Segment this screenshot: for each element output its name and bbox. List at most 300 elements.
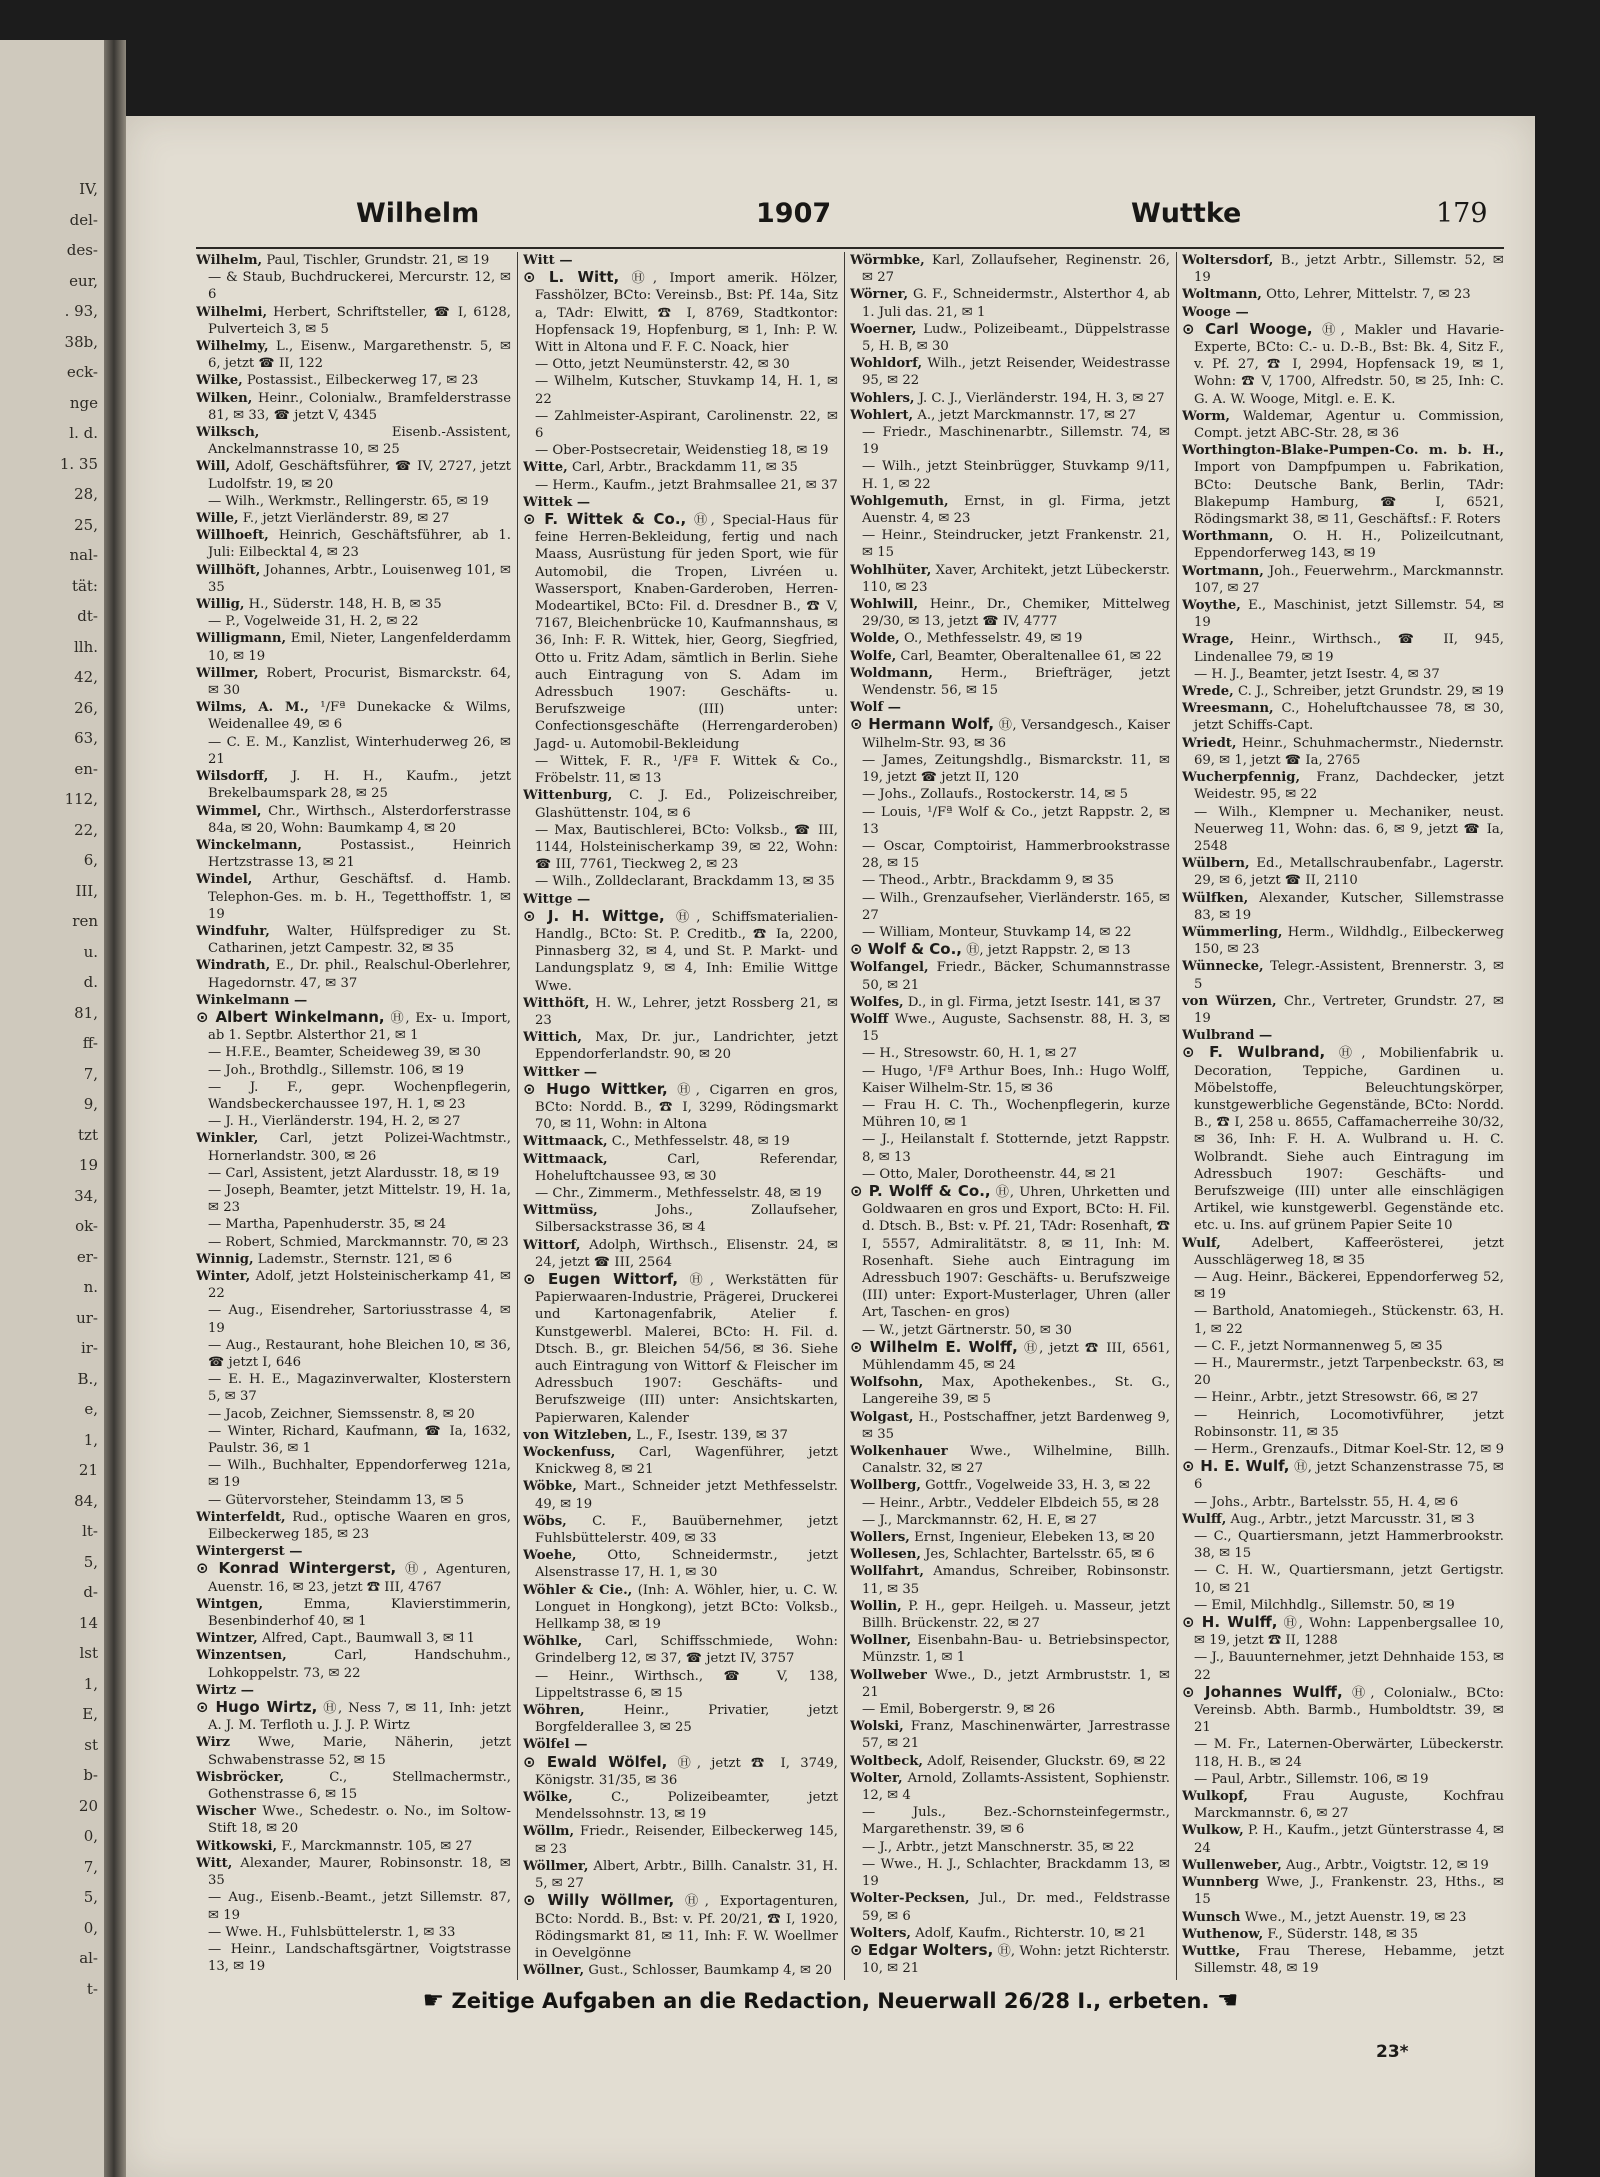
entry-name: Wohlers, [850,390,915,406]
entry-text: Herm., Briefträger, jetzt Wendenstr. 56, ✉ 15 [862,665,1170,699]
entry-text: Postassist., Heinrich Hertzstrasse 13, ✉ 21 [208,837,511,871]
directory-entry [523,1151,838,1185]
directory-entry [196,613,511,630]
entry-name: Witthöft, [523,995,590,1011]
directory-entry [196,768,511,802]
entry-text: — Otto, jetzt Neumünsterstr. 42, ✉ 30 [535,357,790,373]
margin-fragment: l. d. [69,424,98,442]
entry-name: Woldmann, [850,665,934,681]
entry-name: Woythe, [1182,598,1241,614]
directory-entry [850,1045,1170,1062]
entry-name: Woltbeck, [850,1753,924,1769]
entry-text: Postassist., Eilbeckerweg 17, ✉ 23 [246,373,479,389]
entry-name: Wöbke, [523,1479,577,1495]
directory-entry [850,786,1170,803]
entry-text: C., Methfesselstr. 48, ✉ 19 [611,1134,790,1150]
entry-name: Wöhler & Cie., [523,1582,633,1598]
entry-name: Wrage, [1182,632,1234,648]
entry-text: Wwe., M., jetzt Auenstr. 19, ✉ 23 [1244,1909,1467,1925]
entry-name: Wollfahrt, [850,1564,924,1580]
directory-entry [1182,286,1504,303]
entry-text: C. J., Schreiber, jetzt Grundstr. 29, ✉ 19 [1237,684,1504,700]
directory-entry [850,1770,1170,1804]
entry-text: — Emil, Milchhdlg., Sillemstr. 50, ✉ 19 [1194,1597,1455,1613]
footer-notice [126,1986,1535,2014]
entry-name: Wintzer, [196,1631,258,1647]
margin-fragment: ren [72,912,98,930]
entry-text: Friedr., Reisender, Eilbeckerweg 145, ✉ 23 [535,1824,838,1857]
entry-text: — Winter, Richard, Kaufmann, ☎ Ia, 1632, Paulstr. 36, ✉ 1 [208,1423,511,1457]
directory-entry [523,873,838,890]
entry-name: Wullenweber, [1182,1857,1282,1873]
margin-fragment: b- [83,1766,98,1784]
directory-entry [1182,1355,1504,1389]
directory-entry [196,1924,511,1941]
margin-fragment: 112, [64,790,98,808]
entry-text: O. H. H., Polizeilcutnant, Eppendorferweg 143, ✉ 19 [1194,529,1504,562]
entry-name: Windrath, [196,958,271,974]
entry-text: Eisenb.-Assistent, Anckelmannstrasse 10, ✉ 25 [208,425,511,458]
directory-entry [196,734,511,768]
entry-text: — J., Arbtr., jetzt Manschnerstr. 35, ✉ 22 [862,1839,1135,1855]
entry-text: — Wilh., Werkmstr., Rellingerstr. 65, ✉ 19 [208,493,489,509]
directory-entry [523,1478,838,1512]
margin-fragment: eck- [66,363,98,381]
margin-fragment: 14 [78,1613,98,1632]
firm-name: ⊙ F. Wittek & Co., [523,510,687,529]
margin-fragment: 1, [83,1674,98,1693]
entry-text: Herbert, Schriftsteller, ☎ I, 6128, Pulverteich 3, ✉ 5 [208,304,511,337]
directory-entry [523,1823,838,1857]
entry-text: — Wilh., Zolldeclarant, Brackdamm 13, ✉ 35 [535,874,835,890]
firm-name: ⊙ L. Witt, [523,268,620,287]
directory-entry [850,1166,1170,1183]
entry-text: D., in gl. Firma, jetzt Isestr. 141, ✉ 37 [907,994,1162,1010]
previous-page-edge [0,40,104,2177]
entry-name: Wöhlke, [523,1634,583,1650]
firm-name: ⊙ Hugo Wirtz, [196,1698,318,1717]
directory-entry [1182,666,1504,683]
entry-name: Wolter, [850,1770,903,1786]
entry-name: Wulf, [1182,1235,1221,1251]
entry-text: H., Postschaffner, jetzt Bardenweg 9, ✉ 35 [862,1409,1170,1442]
firm-entry [850,716,1170,751]
column-3 [850,252,1170,1977]
entry-text: Amandus, Schreiber, Robinsonstr. 11, ✉ 35 [862,1564,1170,1597]
entry-text: (Inh: A. Wöhler, hier, u. C. W. Longuet in Hongkong), jetzt BCto: Volksb., Hellkamp 38, ✉ 19 [535,1582,838,1633]
directory-entry [850,1839,1170,1856]
entry-name: Wülbern, [1182,856,1250,872]
entry-text: — Wilhelm, Kutscher, Stuvkamp 14, H. 1, ✉ 22 [535,374,838,407]
directory-entry [850,1097,1170,1131]
margin-fragment: e, [84,1400,98,1418]
margin-fragment: 6, [83,851,98,869]
directory-entry [850,1011,1170,1045]
entry-text: Franz, Dachdecker, jetzt Weidestr. 95, ✉ 22 [1194,770,1504,803]
margin-fragment: III, [75,881,98,900]
entry-text: Otto, Schneidermstr., jetzt Alsenstrasse 17, H. 1, ✉ 30 [535,1548,838,1581]
directory-entry [850,527,1170,561]
entry-text: — Paul, Arbtr., Sillemstr. 106, ✉ 19 [1194,1771,1429,1787]
entry-text: F., Marckmannstr. 105, ✉ 27 [281,1838,473,1854]
directory-entry [196,1371,511,1405]
section-heading: Winkelmann — [196,992,308,1008]
directory-entry [196,1975,511,1977]
entry-name: Wolde, [850,631,900,647]
entry-text: Adolf, jetzt Holsteinischerkamp 41, ✉ 22 [208,1268,511,1302]
entry-text: — Max, Bautischlerei, BCto: Volksb., ☎ III, 1144, Holsteinischerkamp 39, ✉ 22, Wohn: ☎ III, 7761, Tieckweg 2, ✉ 23 [535,822,838,873]
entry-name: Woerner, [850,321,917,337]
entry-name: Wöllm, [523,1824,575,1840]
column-1 [196,252,511,1977]
margin-fragment: del- [69,210,98,229]
entry-text: Heinr., Colonialw., Bramfelderstrasse 81, ✉ 33, ☎ jetzt V, 4345 [208,390,511,423]
directory-entry [850,1804,1170,1838]
entry-name: Woehe, [523,1548,577,1564]
directory-entry [1182,1926,1504,1943]
directory-entry [196,1337,511,1371]
entry-text: — E. H. E., Magazinverwalter, Klosterstern 5, ✉ 37 [208,1372,511,1405]
entry-name: Wollweber [850,1667,927,1683]
entry-text: Emma, Klavierstimmerin, Besenbinderhof 40, ✉ 1 [208,1596,511,1630]
directory-entry [850,752,1170,786]
entry-text: — Emil, Bobergerstr. 9, ✉ 26 [862,1702,1056,1718]
entry-name: Wirz [196,1735,231,1751]
footer-text: Zeitige Aufgaben an die Redaction, Neuerwall 26/28 I., erbeten. [451,1989,1210,2013]
directory-entry [850,630,1170,647]
entry-text: Arthur, Geschäftsf. d. Hamb. Telephon-Ges. m. b. H., Tegetthoffstr. 1, ✉ 19 [208,872,511,922]
entry-text: — Johs., Arbtr., Bartelsstr. 55, H. 4, ✉ 6 [1194,1494,1459,1510]
directory-entry [850,1925,1170,1942]
margin-fragment: nal- [69,546,98,564]
margin-fragment: ir- [80,1339,98,1357]
entry-name: Wohlgemuth, [850,493,949,509]
entry-name: Willmer, [196,665,259,681]
firm-name: ⊙ Konrad Wintergerst, [196,1559,397,1578]
entry-text: — William, Monteur, Stuvkamp 14, ✉ 22 [862,924,1132,940]
margin-fragment: 34, [74,1186,98,1205]
directory-entry [850,390,1170,407]
margin-fragment: 1, [83,1430,98,1449]
firm-name: ⊙ Johannes Wulff, [1182,1682,1343,1701]
entry-text: Wwe., Schedestr. o. No., im Soltow-Stift 18, ✉ 20 [208,1804,511,1837]
firm-entry [1182,1458,1504,1493]
entry-name: Witte, [523,460,568,476]
directory-entry [850,1409,1170,1443]
entry-text: Ⓗ, Wohn: jetzt Richterstr. 10, ✉ 21 [862,1943,1170,1977]
entry-text: — J., Marckmannstr. 62, H. E, ✉ 27 [862,1512,1098,1528]
entry-text: Mart., Schneider jetzt Methfesselstr. 49, ✉ 19 [535,1479,838,1512]
margin-fragment: ff- [82,1034,98,1052]
entry-text: — Aug., Restaurant, hohe Bleichen 10, ✉ 36, ☎ jetzt I, 646 [208,1337,511,1370]
entry-text: — Heinrich, Locomotivführer, jetzt Robinsonstr. 11, ✉ 35 [1194,1407,1504,1440]
directory-entry [196,837,511,871]
directory-entry [523,1702,838,1736]
entry-text: Adolf, Kaufm., Richterstr. 10, ✉ 21 [915,1925,1147,1941]
margin-fragment: en- [74,759,98,778]
firm-name: ⊙ Hugo Wittker, [523,1079,668,1098]
entry-name: Witkowski, [196,1838,278,1854]
directory-entry [196,1079,511,1113]
entry-text: Carl, jetzt Polizei-Wachtmstr., Hornerlandstr. 300, ✉ 26 [208,1131,511,1164]
entry-name: Wunnberg [1182,1875,1259,1891]
directory-entry [850,1131,1170,1165]
entry-text: Ⓗ, Makler und Havarie-Experte, BCto: C.- u. D.-B., Bst: Bk. 4, Sitz F., v. Pf. 27, ☎ I, 2994, Hopfensack 19, ✉ 1, Wohn: ☎ V, 1700, Alfredstr. 50, ✉ 25, Inh: C. G. A. W. Wooge, Mitgl. e. E. K. [1194,322,1504,407]
entry-text: Heinr., Dr., Chemiker, Mittelweg 29/30, ✉ 13, jetzt ☎ IV, 4777 [862,597,1170,630]
entry-text: Ⓗ, Werkstätten für Papierwaaren-Industrie, Prägerei, Druckerei und Kartonagenfabrik, Atelier f. Kunstgewerbl. Malerei, BCto: H. Fil. d. Dtsch. B., gr. Bleichen 54/56, ✉ 36. Siehe auch Eintragung von Wittorf & Fleischer im Adressbuch 1907: Geschäfts- und Berufszweige (III) unter: Ansichtskarten, Papierwaren, Kalender [535,1272,838,1426]
entry-text: H., Süderstr. 148, H. B, ✉ 35 [248,597,442,613]
entry-name: Wilhelm, [196,253,263,268]
margin-fragment: 26, [74,698,98,717]
entry-text: Wwe., Auguste, Sachsenstr. 88, H. 3, ✉ 15 [862,1011,1170,1045]
entry-name: Wittorf, [523,1237,581,1253]
margin-fragment: 21 [78,1461,98,1479]
header-right-word: Wuttke [1131,198,1242,229]
margin-fragment: 5, [83,1888,98,1906]
directory-entry [196,1406,511,1423]
entry-name: Willhoeft, [196,528,269,544]
entry-text: Aug., Arbtr., jetzt Marcusstr. 31, ✉ 3 [1230,1511,1475,1527]
directory-entry [1182,1407,1504,1441]
section-heading: Wooge — [1182,304,1249,320]
margin-fragment: 19 [78,1156,98,1174]
directory-entry [196,871,511,923]
directory-entry [1182,735,1504,769]
directory-entry [196,527,511,561]
entry-name: Wockenfuss, [523,1445,616,1461]
entry-name: Wohldorf, [850,356,923,372]
directory-entry [850,1529,1170,1546]
margin-fragment: tät: [71,576,98,595]
directory-entry [196,1251,511,1268]
entry-text: Franz, Maschinenwärter, Jarrestrasse 57, ✉ 21 [862,1719,1170,1752]
directory-entry [196,1182,511,1216]
header-left-word: Wilhelm [356,198,480,229]
entry-name: Wolkenhauer [850,1444,948,1460]
directory-entry [196,665,511,699]
directory-entry [1182,563,1504,597]
margin-fragment: . 93, [64,302,98,320]
directory-entry [196,1165,511,1182]
margin-fragment: 0, [83,1918,98,1937]
firm-entry [1182,1614,1504,1649]
directory-entry [196,424,511,458]
entry-name: Wollner, [850,1633,912,1649]
entry-text: J. C. J., Vierländerstr. 194, H. 3, ✉ 27 [918,390,1165,406]
entry-text: Frau Therese, Hebamme, jetzt Sillemstr. 48, ✉ 19 [1194,1943,1504,1977]
entry-text: Import von Dampfpumpen u. Fabrikation, BCto: Deutsche Bank, Berlin, TAdr: Blakepump Hamburg, ☎ I, 6521, Rödingsmarkt 38, ✉ 11, Geschäftsf.: F. Roters [1194,460,1504,528]
directory-entry [196,458,511,492]
directory-entry [196,390,511,424]
firm-entry [196,1560,511,1595]
directory-entry [196,1130,511,1164]
margin-fragment: 7, [83,1064,98,1083]
firm-name: ⊙ Eugen Wittorf, [523,1269,679,1288]
entry-text: Heinr., Schuhmachermstr., Niedernstr. 69, ✉ 1, jetzt ☎ Ia, 2765 [1194,735,1504,768]
margin-fragment: lt- [82,1522,98,1540]
entry-text: C., Polizeibeamter, jetzt Mendelssohnstr. 13, ✉ 19 [535,1790,838,1823]
entry-name: Wöllner, [523,1963,585,1977]
directory-entry [1182,993,1504,1027]
entry-text: Carl, Beamter, Oberaltenallee 61, ✉ 22 [900,648,1162,664]
directory-entry [196,1113,511,1130]
section-heading: Witt — [523,253,573,268]
firm-entry [196,1699,511,1734]
section-heading: Wölfel — [523,1737,588,1753]
directory-entry [196,1492,511,1509]
margin-fragment: 20 [78,1796,98,1815]
entry-name: Wunsch [1182,1909,1241,1925]
entry-text: — H., Maurermstr., jetzt Tarpenbeckstr. 63, ✉ 20 [1194,1356,1504,1389]
entry-text: — Otto, Maler, Dorotheenstr. 44, ✉ 21 [862,1166,1117,1182]
section-heading: Wittek — [523,494,591,510]
entry-name: Wolter-Pecksen, [850,1891,970,1907]
directory-entry [523,1427,838,1444]
directory-entry [196,372,511,389]
entry-text: F., Süderstr. 148, ✉ 35 [1267,1926,1419,1942]
entry-text: G. F., Schneidermstr., Alsterthor 4, ab 1. Juli das. 21, ✉ 1 [862,287,1170,320]
directory-entry [523,408,838,442]
margin-fragment: ok- [75,1217,98,1235]
margin-fragment: tzt [78,1125,98,1144]
entry-text: Adolf, Geschäftsführer, ☎ IV, 2727, jetzt Ludolfstr. 19, ✉ 20 [208,459,511,492]
entry-name: Wilksch, [196,425,260,441]
entry-name: Wulkow, [1182,1823,1244,1839]
directory-entry [850,838,1170,872]
directory-entry [1182,597,1504,631]
entry-text: — H., Stresowstr. 60, H. 1, ✉ 27 [862,1046,1078,1062]
directory-entry [523,373,838,407]
entry-text: Carl, Schiffsschmiede, Wohn: Grindelberg 12, ✉ 37, ☎ jetzt IV, 3757 [535,1634,838,1667]
directory-entry [523,1133,838,1150]
entry-text: — J., Heilanstalt f. Stotternde, jetzt Rappstr. 8, ✉ 13 [862,1132,1170,1165]
entry-text: — P., Vogelweide 31, H. 2, ✉ 22 [208,614,419,630]
margin-fragment: er- [76,1247,98,1266]
margin-fragment: llh. [73,637,98,656]
entry-text: Alexander, Maurer, Robinsonstr. 18, ✉ 35 [208,1855,511,1889]
entry-text: Robert, Procurist, Bismarckstr. 64, ✉ 30 [208,665,511,699]
entry-text: Johannes, Arbtr., Louisenweg 101, ✉ 35 [208,562,511,595]
margin-fragment: des- [66,241,98,259]
entry-name: von Witzleben, [523,1427,632,1443]
entry-text: — J., Bauunternehmer, jetzt Dehnhaide 153, ✉ 22 [1194,1650,1504,1683]
header-rule [196,247,1504,249]
entry-text: Max, Apothekenbes., St. G., Langereihe 39, ✉ 5 [862,1375,1170,1408]
directory-entry [1182,252,1504,286]
directory-entry [1182,683,1504,700]
entry-text: Joh., Feuerwehrm., Marckmannstr. 107, ✉ 27 [1194,563,1504,596]
entry-text: — Johs., Zollaufs., Rostockerstr. 14, ✉ 5 [862,787,1129,803]
directory-entry [196,493,511,510]
entry-text: Friedr., Bäcker, Schumannstrasse 50, ✉ 21 [862,960,1170,993]
firm-entry [523,1892,838,1962]
directory-entry [196,1509,511,1543]
entry-text: Herm., Wildhdlg., Eilbeckerweg 150, ✉ 23 [1194,924,1504,958]
entry-text: Carl, Arbtr., Brackdamm 11, ✉ 35 [571,460,798,476]
entry-text: Eisenbahn-Bau- u. Betriebsinspector, Münzstr. 1, ✉ 1 [862,1633,1170,1666]
directory-entry [850,493,1170,527]
entry-text: Ⓗ, Uhren, Uhrketten und Goldwaaren en gros und Export, BCto: H. Fil. d. Dtsch. B., Bst: v. Pf. 21, TAdr: Rosenhaft, ☎ I, 5557, Admiralitätstr. 8, ✉ 11, Inh: M. Rosenhaft. Siehe auch Eintragung im Adressbuch 1907: Geschäfts- u. Berufszweige (III) unter: Export-Musterlager, Uhren (aller Art, Taschen- en gros) [862,1184,1170,1321]
directory-entry [850,1495,1170,1512]
entry-text: — M. Fr., Laternen-Oberwärter, Lübeckerstr. 118, H. B., ✉ 24 [1194,1737,1504,1770]
entry-name: Windfuhr, [196,923,270,939]
entry-text: Ⓗ, jetzt Rappstr. 2, ✉ 13 [966,943,1131,959]
margin-fragment: 1. 35 [59,454,98,473]
directory-entry [850,1563,1170,1597]
directory-entry [1182,855,1504,889]
entry-name: Wöllmer, [523,1858,589,1874]
margin-fragment: IV, [79,180,98,198]
directory-entry [850,890,1170,924]
entry-text: Carl, Wagenführer, jetzt Knickweg 8, ✉ 21 [535,1445,838,1478]
directory-entry [196,1302,511,1336]
directory-entry [1182,1441,1504,1458]
directory-entry [196,1216,511,1233]
margin-fragment: nge [69,393,98,412]
entry-name: Wilms, A. M., [196,700,309,716]
entry-name: Wuttke, [1182,1943,1241,1959]
directory-entry [1182,631,1504,665]
entry-text: Jul., Dr. med., Feldstrasse 59, ✉ 6 [862,1891,1170,1924]
entry-name: Woltersdorf, [1182,253,1274,268]
directory-entry [850,458,1170,492]
entry-text: C., Hoheluftchaussee 78, ✉ 30, jetzt Schiffs-Capt. [1194,701,1504,734]
entry-name: Worm, [1182,408,1231,424]
entry-text: Wilh., jetzt Reisender, Weidestrasse 95, ✉ 22 [862,356,1170,389]
directory-entry [1182,442,1504,528]
margin-fragment: 63, [74,729,98,747]
directory-entry [850,596,1170,630]
directory-entry [850,424,1170,458]
entry-text: — Juls., Bez.-Schornsteinfegermstr., Margarethenstr. 39, ✉ 6 [862,1805,1170,1838]
entry-name: Wittmaack, [523,1151,608,1167]
entry-name: Wilsdorff, [196,769,269,785]
directory-entry [1182,1943,1504,1977]
directory-entry [523,1185,838,1202]
directory-entry [850,1701,1170,1718]
entry-text: Waldemar, Agentur u. Commission, Compt. jetzt ABC-Str. 28, ✉ 36 [1194,408,1504,442]
book-gutter [104,40,126,2177]
directory-entry [1182,804,1504,856]
directory-entry [523,356,838,373]
entry-text: — J. F., gepr. Wochenpflegerin, Wandsbeckerchaussee 197, H. 1, ✉ 23 [208,1079,511,1112]
printer-signature: 23* [1376,2042,1409,2062]
entry-name: Worthmann, [1182,529,1274,545]
directory-entry [196,269,511,303]
entry-text: Ⓗ, jetzt Schanzenstrasse 75, ✉ 6 [1194,1460,1504,1493]
directory-entry [523,459,838,476]
entry-name: Wohlert, [850,407,914,423]
firm-entry [1182,1044,1504,1234]
directory-entry [1182,890,1504,924]
directory-entry [523,995,838,1029]
directory-entry [1182,1857,1504,1874]
directory-entry [1182,1235,1504,1269]
entry-text: Emil, Nieter, Langenfelderdamm 10, ✉ 19 [208,631,511,664]
directory-entry [850,924,1170,941]
entry-name: Wucherpfennig, [1182,770,1301,786]
directory-entry [1182,1874,1504,1908]
entry-text: — Heinr., Landschaftsgärtner, Voigtstrasse 13, ✉ 19 [208,1941,511,1975]
entry-name: Winckelmann, [196,837,303,853]
entry-text: — C. E. M., Kanzlist, Winterhuderweg 26, ✉ 21 [208,734,511,767]
directory-entry [523,1582,838,1634]
directory-entry [1182,924,1504,958]
entry-text: — Wwe., H. J., Schlachter, Brackdamm 13, ✉ 19 [862,1856,1170,1890]
directory-entry [196,630,511,664]
directory-entry [1182,700,1504,734]
firm-name: ⊙ F. Wulbrand, [1182,1043,1326,1062]
